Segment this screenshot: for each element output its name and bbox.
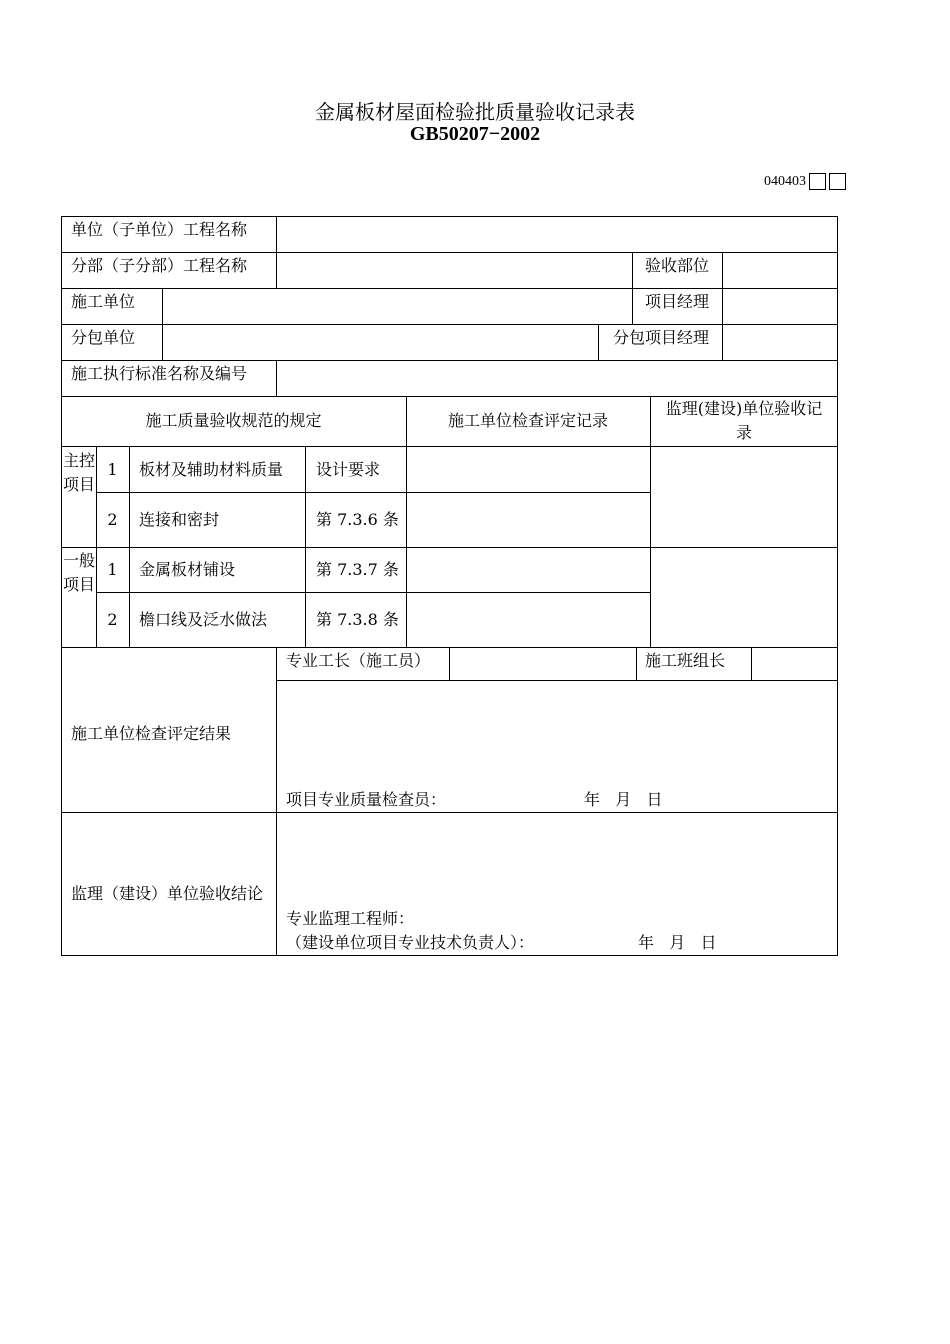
project-manager-label: 项目经理 [645, 292, 710, 311]
acceptance-part-field[interactable] [724, 254, 836, 287]
main-item-2-no: 2 [107, 510, 118, 529]
code-box-1[interactable] [809, 173, 826, 190]
construction-unit-label: 施工单位 [71, 292, 136, 311]
inspector-label: 项目专业质量检查员： [286, 790, 447, 809]
main-item-1-record-field[interactable] [408, 448, 649, 491]
page-title: 金属板材屋面检验批质量验收记录表 [315, 100, 635, 124]
result-field[interactable] [278, 682, 836, 782]
owner-representative-label: （建设单位项目专业技术负责人）： [286, 933, 535, 952]
subcontract-unit-field[interactable] [164, 326, 596, 359]
check-record-column-header: 施工单位检查评定记录 [447, 411, 608, 430]
team-leader-label: 施工班组长 [645, 651, 726, 670]
main-item-1-clause: 设计要求 [316, 460, 381, 479]
general-item-1-record-field[interactable] [408, 549, 649, 591]
main-item-2-record-field[interactable] [408, 494, 649, 546]
supervision-engineer-label: 专业监理工程师： [286, 909, 415, 928]
subcontract-unit-label: 分包单位 [71, 328, 136, 347]
form-code [764, 173, 846, 190]
standard-code: GB50207−2002 [409, 123, 541, 145]
conclusion-date: 年 月 日 [638, 933, 717, 952]
main-item-1-no: 1 [107, 460, 118, 479]
subcontract-manager-field[interactable] [724, 326, 836, 359]
supervision-column-header: 监理(建设)单位验收记录 [665, 399, 823, 442]
sub-project-name-label: 分部（子分部）工程名称 [71, 256, 248, 275]
general-item-2-clause: 第 7.3.8 条 [316, 610, 399, 629]
main-items-group-label: 主控项目 [62, 451, 95, 494]
result-date: 年 月 日 [584, 790, 663, 809]
general-item-2-no: 2 [107, 610, 118, 629]
unit-project-name-field[interactable] [278, 218, 836, 251]
conclusion-field[interactable] [278, 814, 836, 904]
conclusion-label: 监理（建设）单位验收结论 [71, 884, 264, 903]
standard-name-field[interactable] [278, 362, 836, 395]
form-code-text: 040403 [764, 173, 806, 189]
construction-unit-field[interactable] [164, 290, 630, 323]
result-label: 施工单位检查评定结果 [71, 724, 232, 743]
general-item-2-record-field[interactable] [408, 594, 649, 646]
sub-project-name-field[interactable] [278, 254, 630, 287]
main-items-supervision-field[interactable] [652, 448, 836, 546]
general-item-1-no: 1 [107, 560, 118, 579]
unit-project-name-label: 单位（子单位）工程名称 [71, 220, 248, 239]
main-item-2-clause: 第 7.3.6 条 [316, 510, 399, 529]
team-leader-field[interactable] [753, 649, 836, 679]
general-item-1-clause: 第 7.3.7 条 [316, 560, 399, 579]
main-item-2-name: 连接和密封 [139, 510, 220, 529]
general-items-group-label: 一般项目 [62, 551, 95, 594]
subcontract-manager-label: 分包项目经理 [613, 328, 710, 347]
standard-name-label: 施工执行标准名称及编号 [71, 364, 248, 383]
spec-column-header: 施工质量验收规范的规定 [145, 411, 322, 430]
project-manager-field[interactable] [724, 290, 836, 323]
foreman-label: 专业工长（施工员） [286, 651, 431, 670]
general-items-supervision-field[interactable] [652, 549, 836, 646]
code-box-2[interactable] [829, 173, 846, 190]
acceptance-part-label: 验收部位 [645, 256, 710, 275]
main-item-1-name: 板材及辅助材料质量 [139, 460, 284, 479]
general-item-2-name: 檐口线及泛水做法 [139, 610, 268, 629]
foreman-field[interactable] [451, 649, 635, 679]
general-item-1-name: 金属板材铺设 [139, 560, 236, 579]
